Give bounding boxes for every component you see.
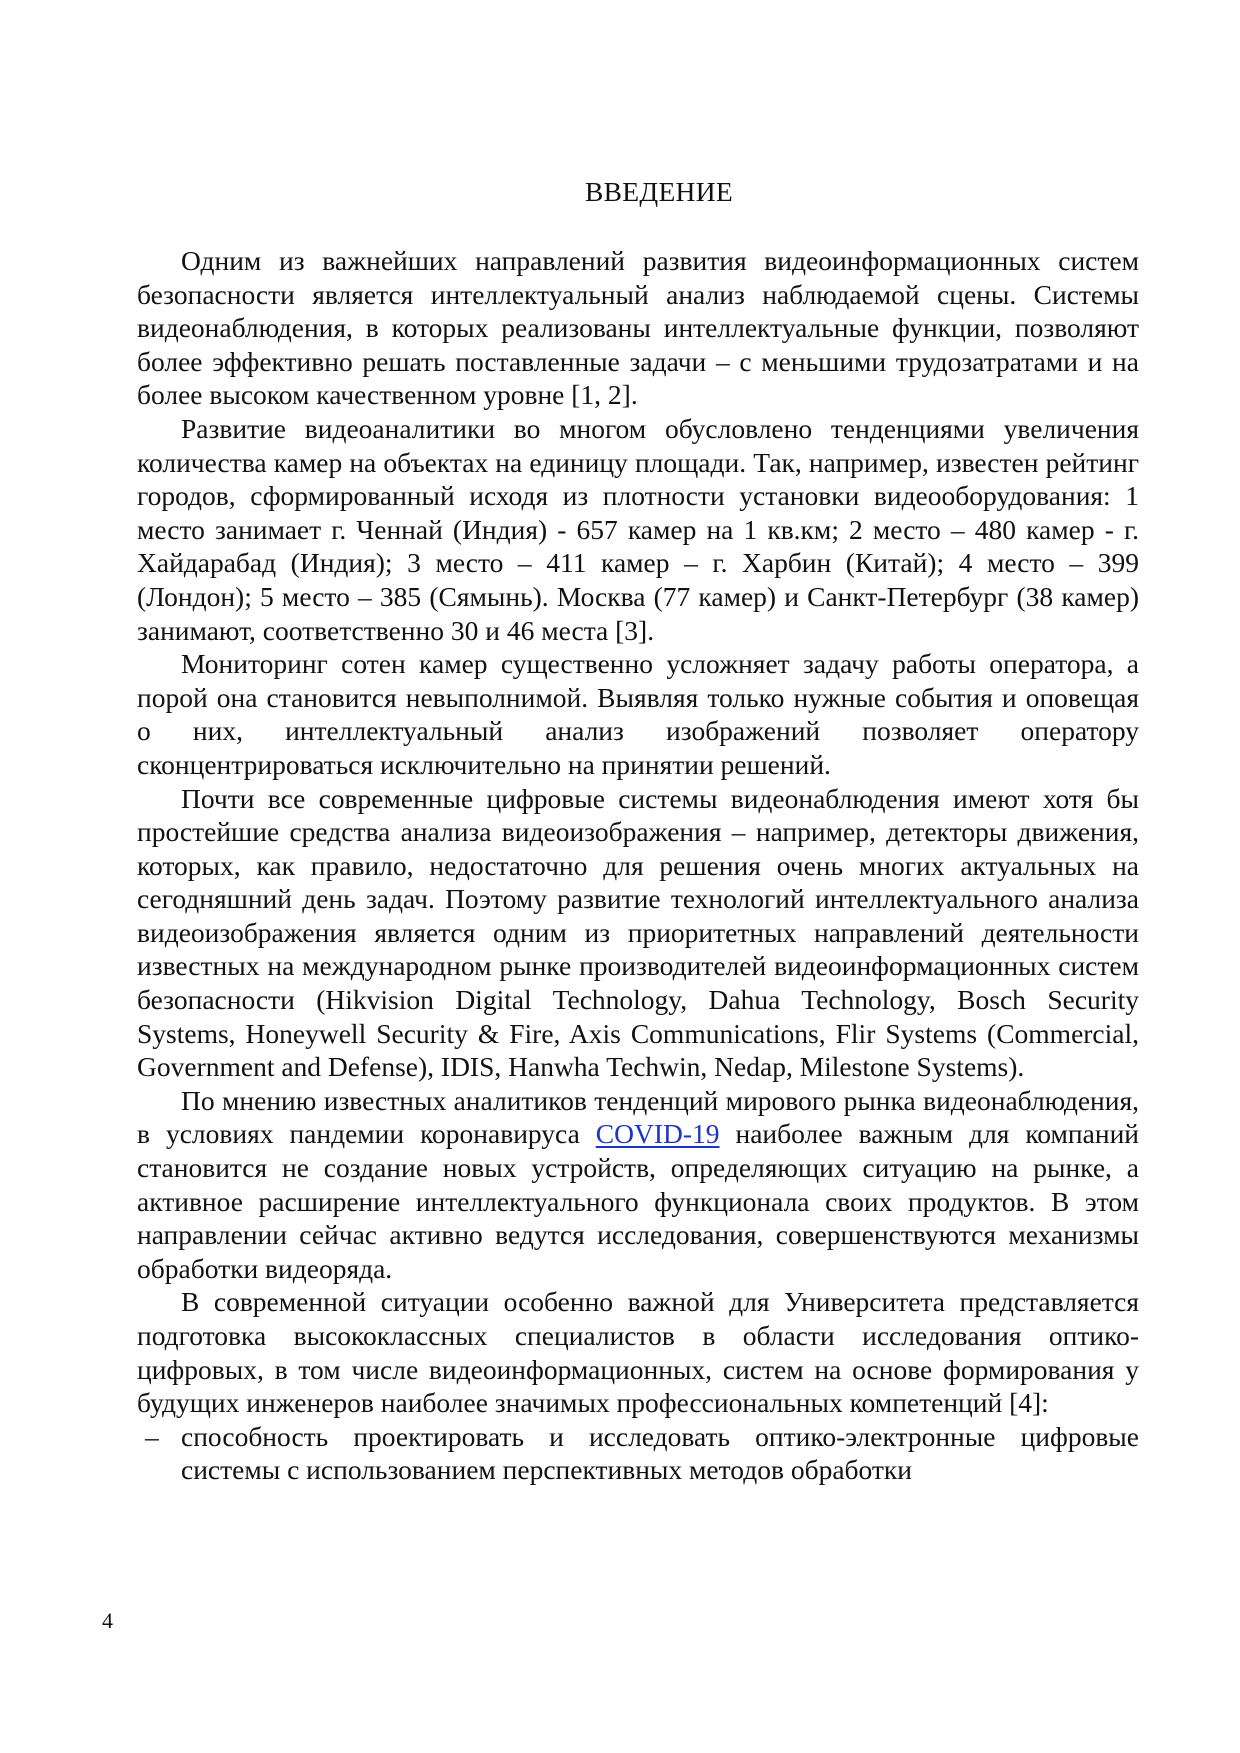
paragraph-6: В современной ситуации особенно важной для Университета представляется подготовка высококлассных специалистов в области исследования оптико-цифровых, в том числе видеоинформационных, систем на основе формирования у будущих инженеров наиболее значимых профессиональных компетенций [4]:	[137, 1286, 1139, 1419]
paragraph-5	[137, 1084, 1139, 1286]
list-item	[137, 1420, 1139, 1487]
section-heading: ВВЕДЕНИЕ	[585, 176, 733, 207]
paragraph-5-text-before: По мнению известных аналитиков тенденций мирового рынка видеонаблюдения, в условиях пандемии коронавируса	[137, 1084, 1139, 1150]
dash-bullet-icon: –	[145, 1420, 159, 1452]
competencies-list	[137, 1420, 1139, 1487]
page-number: 4	[102, 1608, 113, 1633]
paragraph-4: Почти все современные цифровые системы видеонаблюдения имеют хотя бы простейшие средства анализа видеоизображения – например, детекторы движения, которых, как правило, недостаточно для решения очень многих актуальных на сегодняшний день задач. Поэтому развитие технологий интеллектуального анализа видеоизображения является одним из приоритетных направлений деятельности известных на международном рынке производителей видеоинформационных систем безопасности (Hikvision Digital Technology, Dahua Technology, Bosch Security Systems, Honeywell Security & Fire, Axis Communications, Flir Systems (Commercial, Government and Defense), IDIS, Hanwha Techwin, Nedap, Milestone Systems).	[137, 782, 1139, 1083]
paragraph-2: Развитие видеоаналитики во многом обусловлено тенденциями увеличения количества камер на объектах на единицу площади. Так, например, известен рейтинг городов, сформированный исходя из плотности установки видеооборудования: 1 место занимает г. Ченнай (Индия) - 657 камер на 1 кв.км; 2 место – 480 камер - г. Хайдарабад (Индия); 3 место – 411 камер – г. Харбин (Китай); 4 место – 399 (Лондон); 5 место – 385 (Сямынь). Москва (77 камер) и Санкт-Петербург (38 камер) занимают, соответственно 30 и 46 места [3].	[137, 412, 1139, 646]
covid-19-link[interactable]: COVID-19	[595, 1118, 720, 1150]
paragraph-3: Мониторинг сотен камер существенно усложняет задачу работы оператора, а порой она становится невыполнимой. Выявляя только нужные события и оповещая о них, интеллектуальный анализ изображений позволяет оператору сконцентрироваться исключительно на принятии решений.	[137, 648, 1139, 780]
list-item-text: способность проектировать и исследовать оптико-электронные цифровые системы с использованием перспективных методов обработки	[181, 1420, 1139, 1486]
paragraph-5-text-after: наиболее важным для компаний становится не создание новых устройств, определяющих ситуацию на рынке, а активное расширение интеллектуального функционала своих продуктов. В этом направлении сейчас активно ведутся исследования, совершенствуются механизмы обработки видеоряда.	[137, 1118, 1139, 1284]
body-text	[137, 244, 1139, 1487]
paragraph-1: Одним из важнейших направлений развития видеоинформационных систем безопасности является интеллектуальный анализ наблюдаемой сцены. Системы видеонаблюдения, в которых реализованы интеллектуальные функции, позволяют более эффективно решать поставленные задачи – с меньшими трудозатратами и на более высоком качественном уровне [1, 2].	[137, 245, 1139, 411]
